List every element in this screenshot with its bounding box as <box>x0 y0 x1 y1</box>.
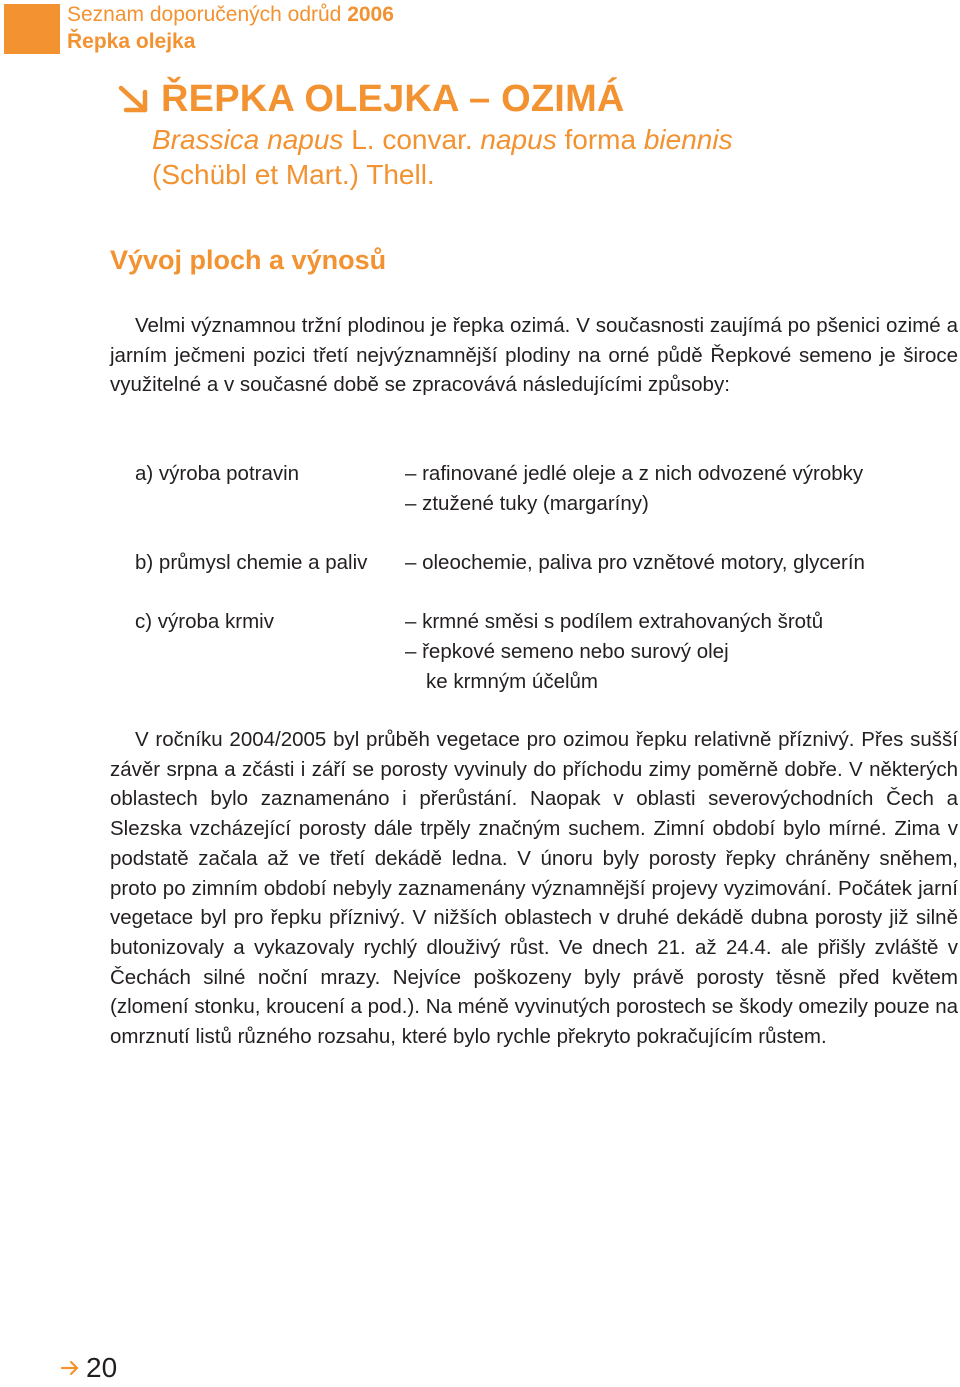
uses-list <box>135 459 955 726</box>
header-color-block <box>4 4 60 54</box>
use-row <box>135 548 955 578</box>
page-footer <box>60 1352 117 1384</box>
title-row <box>115 78 625 121</box>
arrow-right-icon <box>60 1359 80 1377</box>
use-item: – krmné směsi s podílem extrahovaných šrotů <box>405 610 824 634</box>
use-row <box>135 607 955 696</box>
page-title: ŘEPKA OLEJKA – OZIMÁ <box>161 78 625 120</box>
header-line-2: Řepka olejka <box>67 30 196 53</box>
section-heading: Vývoj ploch a výnosů <box>110 245 387 275</box>
latin-genus-species: Brassica napus <box>152 124 344 155</box>
header-line-1 <box>67 1 394 28</box>
use-items <box>405 548 955 578</box>
latin-forma: biennis <box>643 124 733 155</box>
use-row <box>135 459 955 518</box>
use-item-continuation: ke krmným účelům <box>426 669 599 693</box>
season-paragraph-text: V ročníku 2004/2005 byl průběh vegetace pro ozimou řepku relativně příznivý. Přes sušší závěr srpna a zčásti i září se porosty vyvinuly do příchodu zimy poměrně dobře. V některých oblastech bylo zaznamenáno i přerůstání. Naopak v oblasti severovýchodních Čech a Slezska vzcházející porosty dále trpěly značným suchem. Zimní období bylo mírné. Zima v podstatě začala až ve třetí dekádě ledna. V únoru byly porosty řepky chráněny sněhem, proto po zimním období nebyly zaznamenány významnější projevy vyzimování. Počátek jarní vegetace byl pro řepku příznivý. V nižších oblastech v druhé dekádě dubna porosty již silně butonizovaly a vykazovaly rychlý dlouživý růst. Ve dnech 21. až 24.4. ale přišly zvláště v Čechách silné noční mrazy. Nejvíce poškozeny byly právě porosty těsně před květem (zlomení stonku, kroucení a pod.). Na méně vyvinutých porostech se škody omezily pouze na omrznutí listů různého rozsahu, které bylo rychle překryto pokračujícím růstem. <box>110 728 958 1049</box>
use-item: – ztužené tuky (margaríny) <box>405 491 649 515</box>
latin-line-1 <box>152 122 733 157</box>
use-items <box>405 459 955 518</box>
running-header <box>67 1 394 55</box>
use-item: – řepkové semeno nebo surový olej <box>405 640 729 664</box>
intro-paragraph <box>110 311 958 400</box>
latin-convar: napus <box>480 124 557 155</box>
use-items <box>405 607 955 696</box>
season-paragraph <box>110 725 958 1052</box>
page-number: 20 <box>86 1352 118 1383</box>
latin-part: forma <box>556 124 644 155</box>
use-label: b) průmysl chemie a paliv <box>135 551 368 575</box>
latin-authority: (Schübl et Mart.) Thell. <box>152 159 435 190</box>
use-item: – rafinované jedlé oleje a z nich odvozené výrobky <box>405 462 864 485</box>
latin-name <box>152 122 733 192</box>
use-item: – oleochemie, paliva pro vznětové motory, glycerín <box>405 551 865 575</box>
latin-part: L. convar. <box>343 124 481 155</box>
use-label: c) výroba krmiv <box>135 610 274 634</box>
header-text: Seznam doporučených odrůd <box>67 3 342 26</box>
use-label: a) výroba potravin <box>135 462 300 485</box>
intro-paragraph-text: Velmi významnou tržní plodinou je řepka ozimá. V současnosti zaujímá po pšenici ozimé a jarním ječmeni pozici třetí nejvýznamnější plodiny na orné půdě Řepkové semeno je široce využitelné a v současné době se zpracovává následujícími způsoby: <box>110 314 958 397</box>
arrow-down-right-icon <box>115 82 155 118</box>
header-year: 2006 <box>347 3 394 26</box>
